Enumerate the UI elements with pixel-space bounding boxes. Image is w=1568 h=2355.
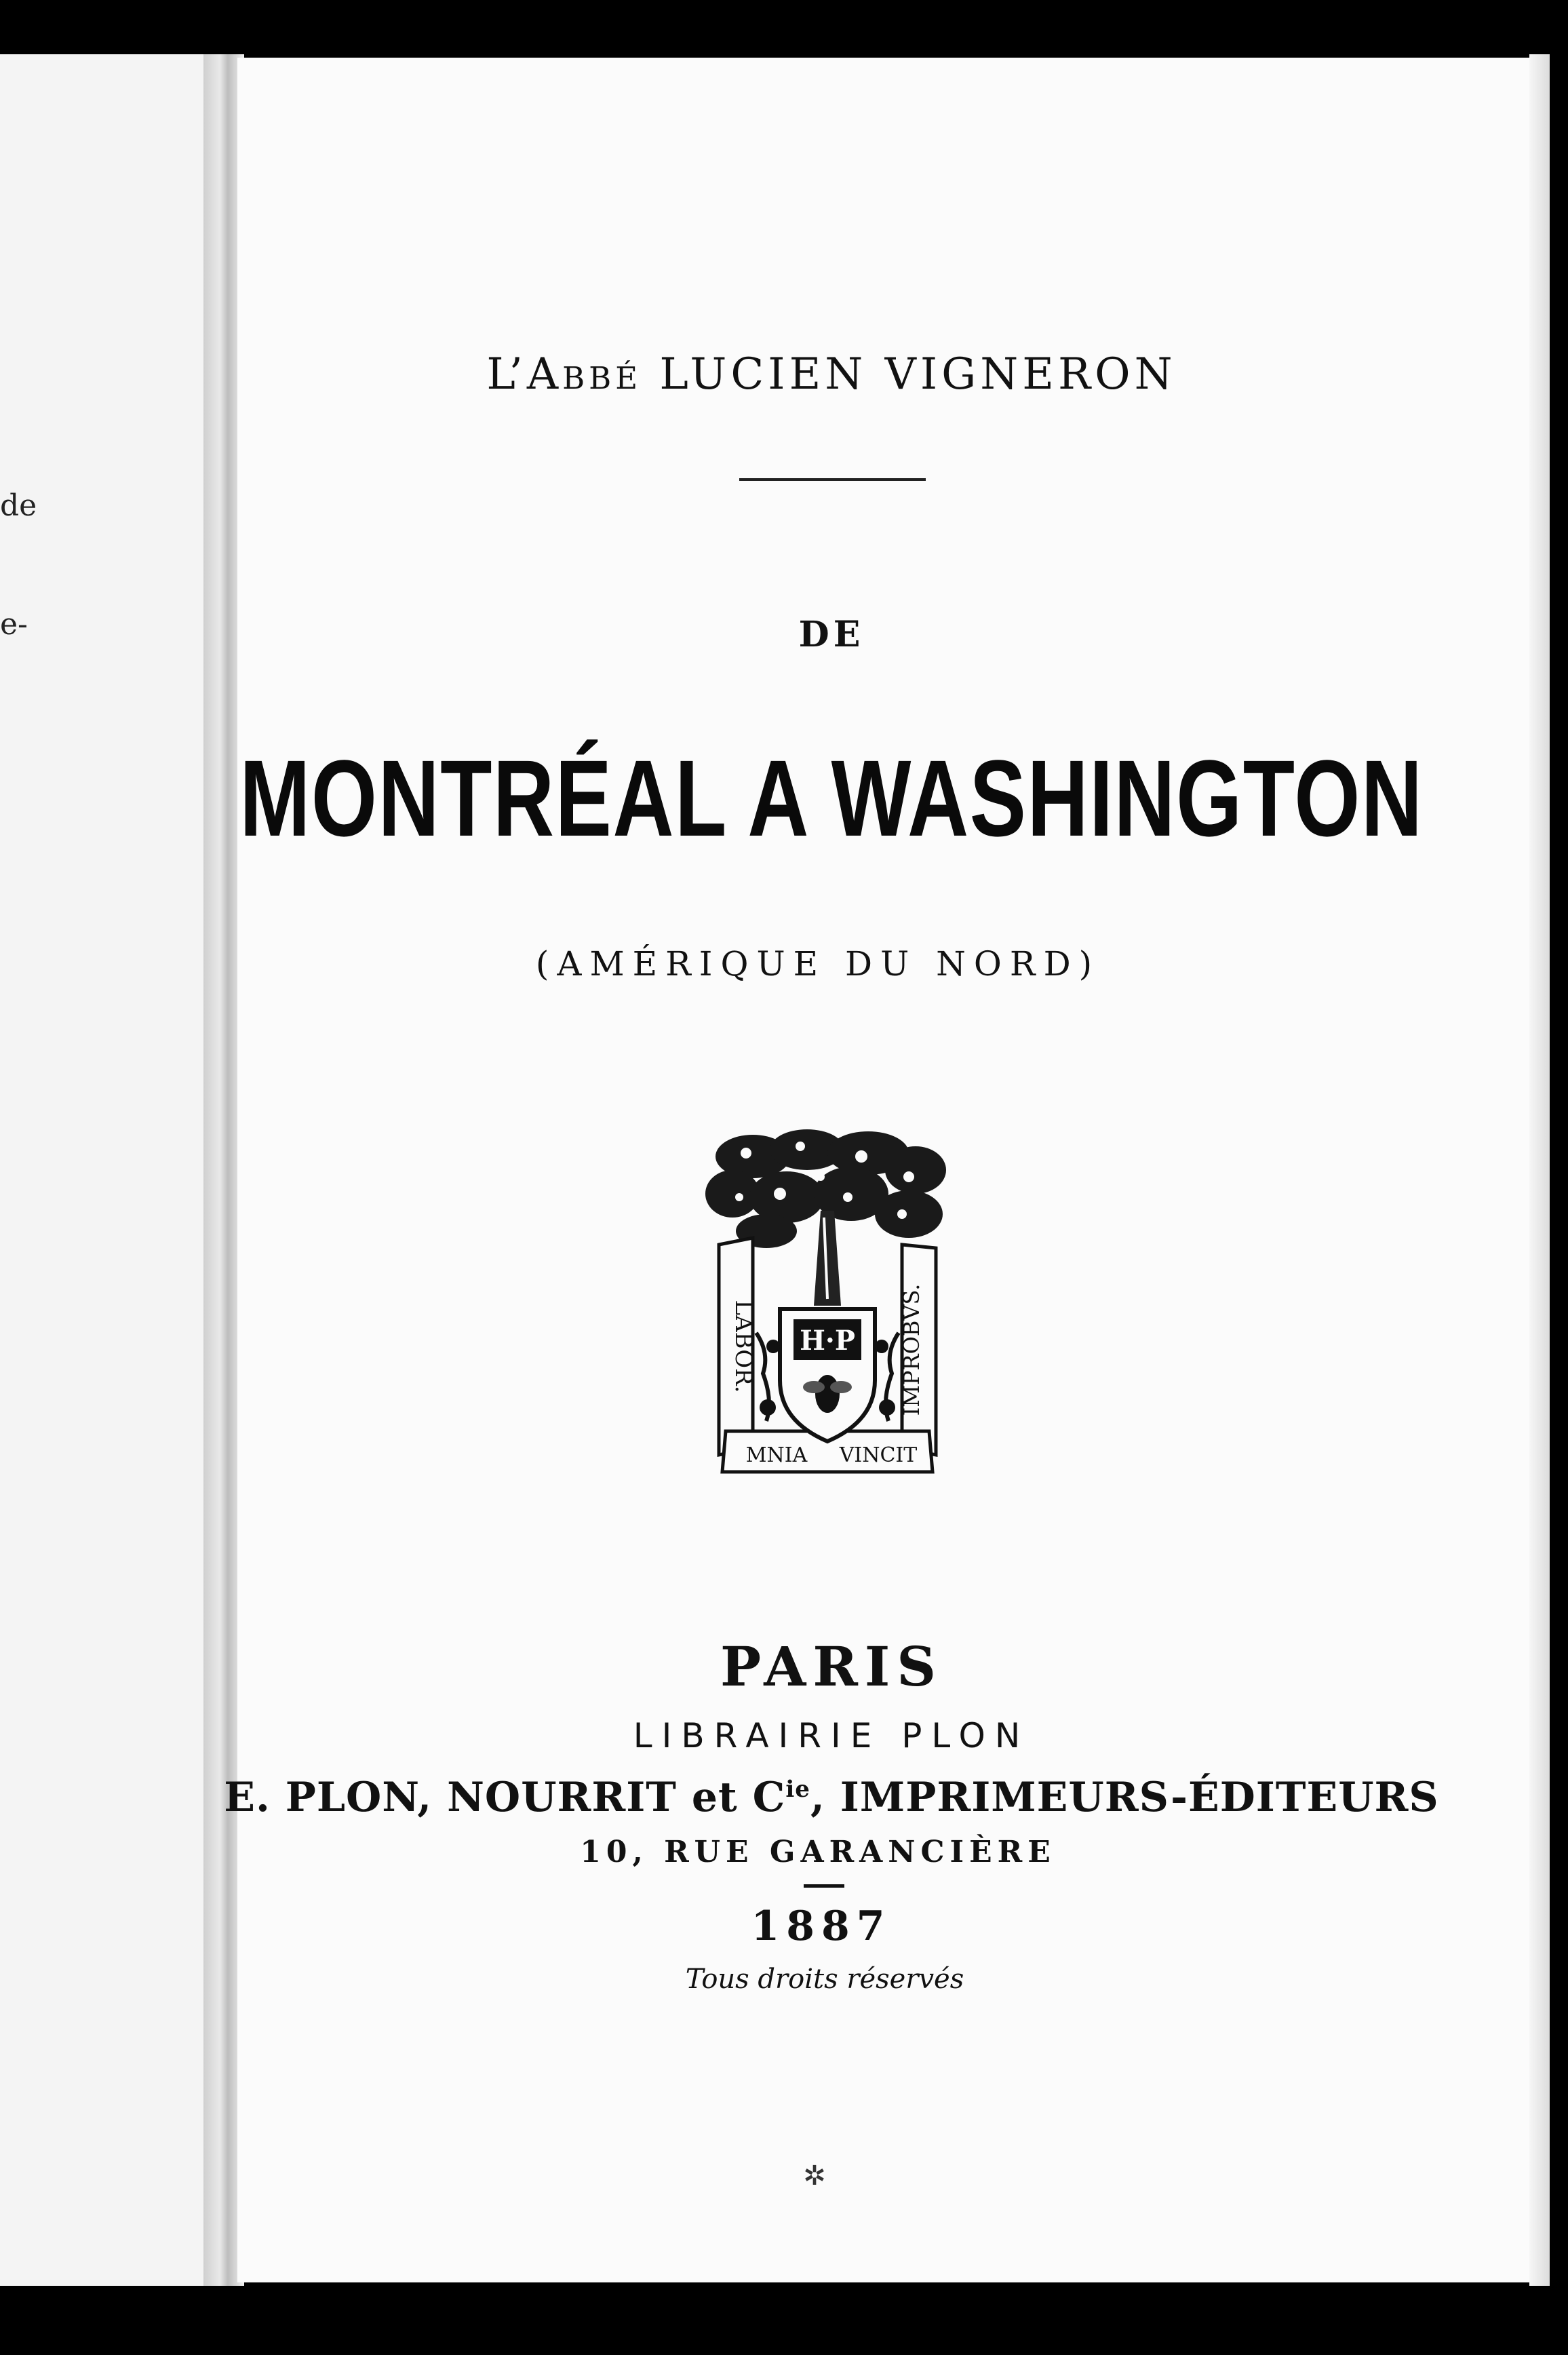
imprint-address: 10, RUE GARANCIÈRE xyxy=(580,1835,1056,1869)
rights-notice: Tous droits réservés xyxy=(685,1964,964,1995)
divider-rule-short xyxy=(804,1884,844,1888)
ornament-icon: ✲ xyxy=(803,2160,826,2192)
emblem-motto-bottom-right: VINCIT xyxy=(839,1443,918,1467)
imprint-publisher xyxy=(47,1774,1568,1821)
emblem-shield-monogram: H·P xyxy=(800,1325,855,1357)
publisher-superscript: ie xyxy=(785,1776,810,1803)
title-prefix: DE xyxy=(798,614,865,655)
imprint-librairie: LIBRAIRIE PLON xyxy=(633,1716,1030,1755)
publisher-emblem xyxy=(705,1129,949,1482)
publication-year: 1887 xyxy=(751,1903,892,1950)
imprint-city: PARIS xyxy=(720,1635,943,1698)
bee-icon xyxy=(815,1375,840,1413)
emblem-motto-right: IMPROBVS. xyxy=(899,1283,924,1416)
book-subtitle: (AMÉRIQUE DU NORD) xyxy=(535,944,1101,984)
emblem-motto-left: LABOR. xyxy=(730,1300,757,1393)
emblem-motto-bottom-left: MNIA xyxy=(745,1443,808,1467)
author-name: L’Abbé LUCIEN VIGNERON xyxy=(486,349,1177,400)
publisher-role: , IMPRIMEURS-ÉDITEURS xyxy=(810,1774,1439,1821)
publisher-name: E. PLON, NOURRIT et C xyxy=(224,1774,786,1821)
left-page-fragment: e- xyxy=(0,607,28,642)
left-page-fragment: de xyxy=(0,488,37,523)
book-title: MONTRÉAL A WASHINGTON xyxy=(239,737,1424,859)
divider-rule xyxy=(739,478,926,481)
